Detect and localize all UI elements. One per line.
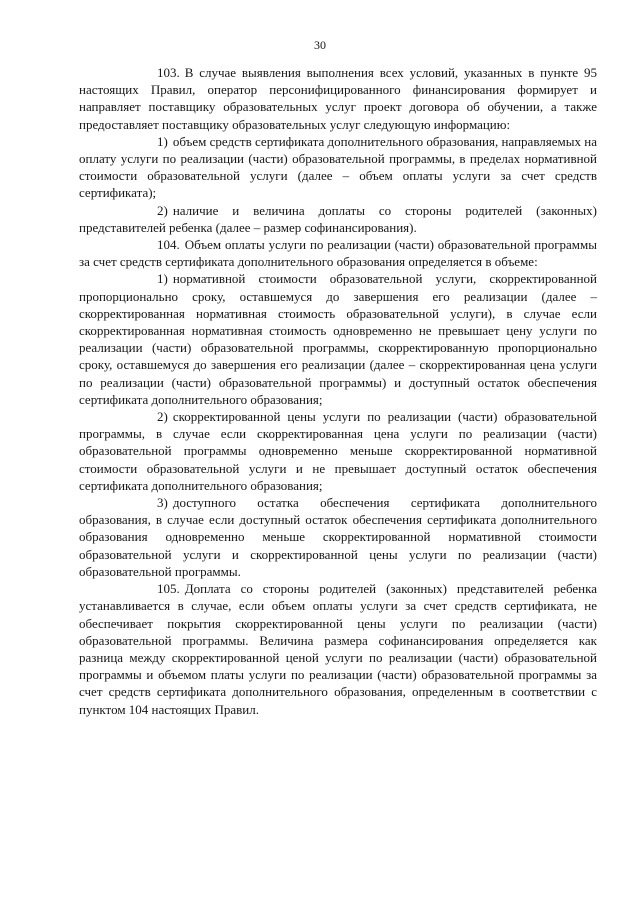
list-item-103-1 (79, 133, 597, 202)
list-item-text: наличие и величина доплаты со стороны родителей (законных) представителей ребенка (далее – размер софинансирования). (79, 202, 597, 235)
list-item-text: объем средств сертификата дополнительного образования, направляемых на оплату услуги по реализации (части) образовательной программы, в пределах нормативной стоимости образовательной услуги (далее – объем оплаты услуги за счет средств сертификата); (79, 133, 597, 201)
list-item-104-2 (79, 408, 597, 494)
list-item-text: нормативной стоимости образовательной услуги, скорректированной пропорционально сроку, оставшемуся до завершения его реализации (далее – скорректированная нормативная стоимость образовательной услуги), в случае если скорректированная нормативная стоимость одновременно не превышает цену услуги по реализации (части) образовательной программы, скорректированную пропорционально сроку, оставшемуся до завершения его реализации (далее – скорректированная цена услуги по реализации (части) образовательной программы) и доступный остаток обеспечения сертификата дополнительного образования; (79, 271, 597, 407)
paragraph-104 (79, 236, 597, 270)
list-item-number: 1) (157, 271, 168, 287)
paragraph-text: В случае выявления выполнения всех условий, указанных в пункте 95 настоящих Правил, оператор персонифицированного финансирования формирует и направляет поставщику образовательных услуг проект договора об обучении, а также предоставляет поставщику образовательных услуг следующую информацию: (79, 65, 597, 132)
list-item-number: 2) (157, 202, 168, 218)
list-item-number: 2) (157, 409, 168, 425)
list-item-number: 3) (157, 495, 168, 511)
paragraph-number: 104. (157, 237, 180, 253)
paragraph-105 (79, 580, 597, 718)
list-item-104-1 (79, 270, 597, 408)
paragraph-text: Объем оплаты услуги по реализации (части) образовательной программы за счет средств сертификата дополнительного образования определяется в объеме: (79, 237, 597, 270)
list-item-103-2 (79, 202, 597, 236)
list-item-104-3 (79, 494, 597, 580)
page-number: 30 (314, 38, 326, 52)
paragraph-text: Доплата со стороны родителей (законных) представителей ребенка устанавливается в случае, если объем оплаты услуги за счет средств сертификата, не обеспечивает покрытия скорректированной цены услуги по реализации (части) образовательной программы. Величина размера софинансирования определяется как разница между скорректированной ценой услуги по реализации (части) образовательной программы и объемом платы услуги по реализации (части) образовательной программы за счет средств сертификата дополнительного образования, определенным в соответствии с пунктом 104 настоящих Правил. (79, 581, 597, 717)
paragraph-number: 103. (157, 65, 180, 80)
document-body (79, 64, 597, 718)
list-item-text: доступного остатка обеспечения сертификата дополнительного образования, в случае если доступный остаток обеспечения сертификата дополнительного образования одновременно меньше скорректированной нормативной стоимости образовательной услуги и скорректированной цены услуги по реализации (части) образовательной программы. (79, 495, 597, 579)
list-item-text: скорректированной цены услуги по реализации (части) образовательной программы, в случае если скорректированная цена услуги по реализации (части) образовательной программы одновременно меньше скорректированной нормативной стоимости образовательной услуги и не превышает доступный остаток обеспечения сертификата дополнительного образования; (79, 409, 597, 493)
list-item-number: 1) (157, 133, 168, 149)
paragraph-number: 105. (157, 581, 180, 597)
paragraph-103 (79, 64, 597, 133)
